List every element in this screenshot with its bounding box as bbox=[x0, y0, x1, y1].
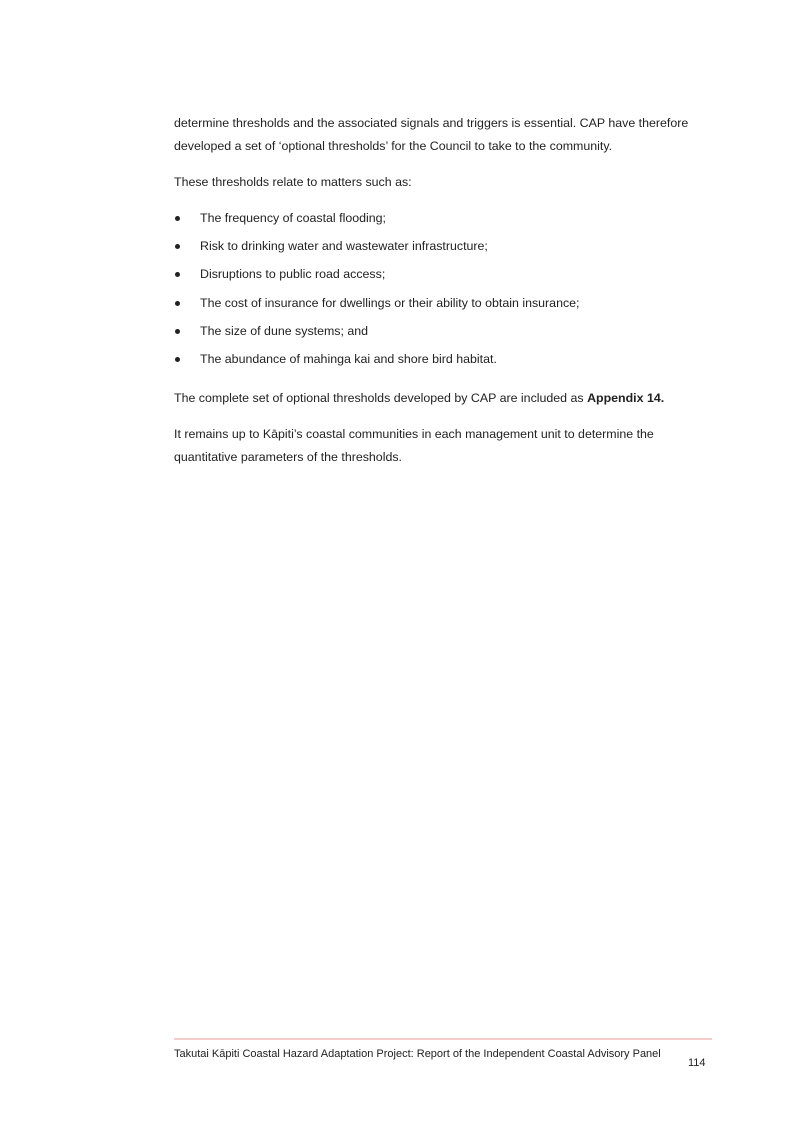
bullet-icon bbox=[175, 357, 180, 362]
footer-report-title: Takutai Kāpiti Coastal Hazard Adaptation Project: Report of the Independent Coastal Advisory Panel bbox=[174, 1048, 661, 1060]
bullet-icon bbox=[175, 329, 180, 334]
page-number: 114 bbox=[688, 1057, 706, 1069]
paragraph-appendix-reference bbox=[174, 387, 714, 410]
appendix-link-text: Appendix 14. bbox=[587, 391, 665, 405]
list-item bbox=[174, 320, 714, 348]
list-item bbox=[174, 292, 714, 320]
list-item bbox=[174, 235, 714, 263]
list-item-text: The size of dune systems; and bbox=[200, 323, 369, 338]
paragraph-community-parameters: It remains up to Kāpiti’s coastal communities in each management unit to determine the quantitative parameters of the thresholds. bbox=[174, 427, 654, 464]
list-item-text: Risk to drinking water and wastewater infrastructure; bbox=[200, 239, 488, 254]
list-item bbox=[174, 263, 714, 291]
list-item-text: The frequency of coastal flooding; bbox=[200, 211, 386, 225]
bullet-icon bbox=[175, 272, 180, 277]
bullet-icon bbox=[175, 301, 180, 306]
list-item-text: The abundance of mahinga kai and shore bird habitat. bbox=[200, 351, 497, 366]
paragraph-thresholds-intro: determine thresholds and the associated signals and triggers is essential. CAP have therefore developed a set of ‘optional thresholds’ for the Council to take to the community. bbox=[174, 116, 689, 153]
bullet-icon bbox=[175, 244, 180, 249]
list-item bbox=[174, 207, 714, 235]
footer-divider bbox=[174, 1038, 712, 1040]
list-item-text: Disruptions to public road access; bbox=[200, 267, 386, 282]
paragraph-matters-lead-in: These thresholds relate to matters such as: bbox=[174, 175, 412, 189]
appendix-reference-text: The complete set of optional thresholds developed by CAP are included as bbox=[174, 391, 588, 405]
list-item bbox=[174, 348, 714, 376]
bullet-icon bbox=[175, 216, 180, 221]
thresholds-bullet-list bbox=[174, 207, 714, 376]
list-item-text: The cost of insurance for dwellings or their ability to obtain insurance; bbox=[200, 295, 580, 310]
